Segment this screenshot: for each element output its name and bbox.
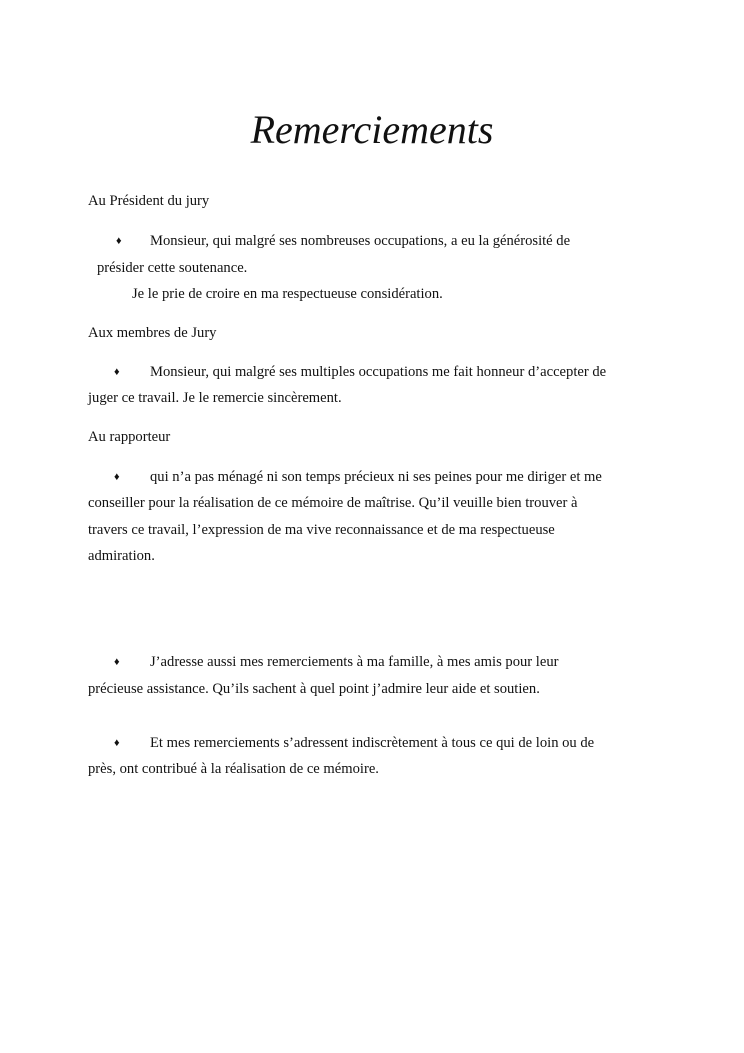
paragraph-line: Je le prie de croire en ma respectueuse considération.	[132, 286, 443, 302]
diamond-bullet-icon: ♦	[114, 471, 120, 483]
paragraph-line: précieuse assistance. Qu’ils sachent à quel point j’admire leur aide et soutien.	[88, 681, 540, 697]
paragraph-line: J’adresse aussi mes remerciements à ma famille, à mes amis pour leur	[150, 654, 559, 670]
diamond-bullet-icon: ♦	[114, 737, 120, 749]
paragraph-line: conseiller pour la réalisation de ce mémoire de maîtrise. Qu’il veuille bien trouver à	[88, 495, 578, 511]
paragraph-line: Monsieur, qui malgré ses multiples occupations me fait honneur d’accepter de	[150, 364, 607, 380]
paragraph-line: Monsieur, qui malgré ses nombreuses occupations, a eu la générosité de	[150, 233, 571, 249]
paragraph-line: travers ce travail, l’expression de ma vive reconnaissance et de ma respectueuse	[88, 522, 555, 538]
diamond-bullet-icon: ♦	[114, 366, 120, 378]
paragraph-line: près, ont contribué à la réalisation de ce mémoire.	[88, 761, 379, 777]
diamond-bullet-icon: ♦	[114, 656, 120, 668]
paragraph-line: admiration.	[88, 548, 155, 564]
paragraph-line: Et mes remerciements s’adressent indiscrètement à tous ce qui de loin ou de	[150, 735, 595, 751]
page-title: Remerciements	[250, 107, 494, 152]
paragraph-line: juger ce travail. Je le remercie sincèrement.	[88, 390, 342, 406]
paragraph-line: qui n’a pas ménagé ni son temps précieux ni ses peines pour me diriger et me	[150, 469, 602, 485]
section-heading-rapporteur: Au rapporteur	[88, 429, 171, 445]
section-heading-membres: Aux membres de Jury	[88, 325, 217, 341]
diamond-bullet-icon: ♦	[116, 235, 122, 247]
section-heading-president: Au Président du jury	[88, 193, 210, 209]
paragraph-line: présider cette soutenance.	[97, 260, 248, 276]
